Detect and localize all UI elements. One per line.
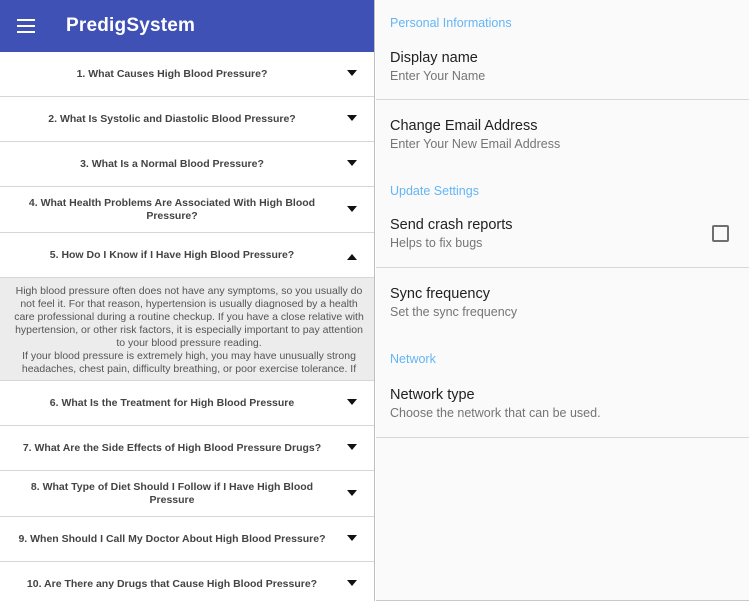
answer-paragraph: High blood pressure often does not have any symptoms, so you usually do not feel it. For that reason, hypertension is usually diagnosed by a health care professional during a routine checkup. If you have a close relative with hypertension, or other risk factors, it is especially important to pay attention to your blood pressure reading. <box>14 285 364 349</box>
faq-question: 6. What Is the Treatment for High Blood Pressure <box>49 396 295 409</box>
faq-item-10[interactable] <box>0 562 374 601</box>
chevron-down-icon[interactable] <box>347 399 357 405</box>
pref-summary: Helps to fix bugs <box>390 236 483 250</box>
faq-question: 3. What Is a Normal Blood Pressure? <box>80 157 264 170</box>
pref-change-email[interactable] <box>376 100 749 167</box>
section-header-personal: Personal Informations <box>390 16 512 30</box>
divider <box>376 437 749 438</box>
faq-item-2[interactable] <box>0 97 374 142</box>
faq-item-6[interactable] <box>0 381 374 426</box>
faq-item-8[interactable] <box>0 471 374 517</box>
chevron-down-icon[interactable] <box>347 115 357 121</box>
faq-question: 2. What Is Systolic and Diastolic Blood Pressure? <box>48 112 296 125</box>
section-header-update: Update Settings <box>390 184 479 198</box>
pref-title: Send crash reports <box>390 217 513 233</box>
faq-question: 4. What Health Problems Are Associated With High Blood Pressure? <box>28 196 316 222</box>
chevron-down-icon[interactable] <box>347 70 357 76</box>
faq-item-3[interactable] <box>0 142 374 187</box>
faq-question: 1. What Causes High Blood Pressure? <box>76 67 268 80</box>
pref-title: Change Email Address <box>390 118 538 134</box>
pref-title: Sync frequency <box>390 286 490 302</box>
faq-item-5[interactable] <box>0 233 374 278</box>
faq-item-9[interactable] <box>0 517 374 562</box>
chevron-down-icon[interactable] <box>347 490 357 496</box>
faq-item-7[interactable] <box>0 426 374 471</box>
pref-title: Display name <box>390 50 478 66</box>
chevron-up-icon[interactable] <box>347 254 357 260</box>
chevron-down-icon[interactable] <box>347 206 357 212</box>
faq-item-1[interactable] <box>0 52 374 97</box>
faq-question: 8. What Type of Diet Should I Follow if I Have High Blood Pressure <box>30 480 314 506</box>
chevron-down-icon[interactable] <box>347 160 357 166</box>
pref-sync-frequency[interactable] <box>376 268 749 335</box>
pref-network-type[interactable] <box>376 369 749 437</box>
pref-summary: Enter Your New Email Address <box>390 137 561 151</box>
chevron-down-icon[interactable] <box>347 444 357 450</box>
app-bar <box>0 0 374 52</box>
faq-question: 10. Are There any Drugs that Cause High Blood Pressure? <box>26 577 318 590</box>
faq-list <box>0 52 374 601</box>
section-header-network: Network <box>390 352 436 366</box>
pref-summary: Choose the network that can be used. <box>390 406 601 420</box>
faq-answer-5 <box>0 278 374 381</box>
crash-reports-checkbox[interactable] <box>712 225 729 242</box>
pref-summary: Enter Your Name <box>390 69 486 83</box>
settings-screen <box>376 0 749 601</box>
pref-send-crash-reports[interactable] <box>376 201 749 267</box>
chevron-down-icon[interactable] <box>347 580 357 586</box>
pref-title: Network type <box>390 387 475 403</box>
faq-question: 9. When Should I Call My Doctor About High Blood Pressure? <box>18 532 326 545</box>
pref-summary: Set the sync frequency <box>390 305 518 319</box>
answer-paragraph: If your blood pressure is extremely high, you may have unusually strong headaches, chest pain, difficulty breathing, or poor exercise tolerance. If <box>21 350 357 375</box>
faq-item-4[interactable] <box>0 187 374 233</box>
faq-question: 5. How Do I Know if I Have High Blood Pressure? <box>49 248 295 261</box>
pref-display-name[interactable] <box>376 34 749 99</box>
app-title: PredigSystem <box>66 15 196 36</box>
chevron-down-icon[interactable] <box>347 535 357 541</box>
menu-icon[interactable] <box>0 0 52 52</box>
faq-question: 7. What Are the Side Effects of High Blood Pressure Drugs? <box>22 441 322 454</box>
